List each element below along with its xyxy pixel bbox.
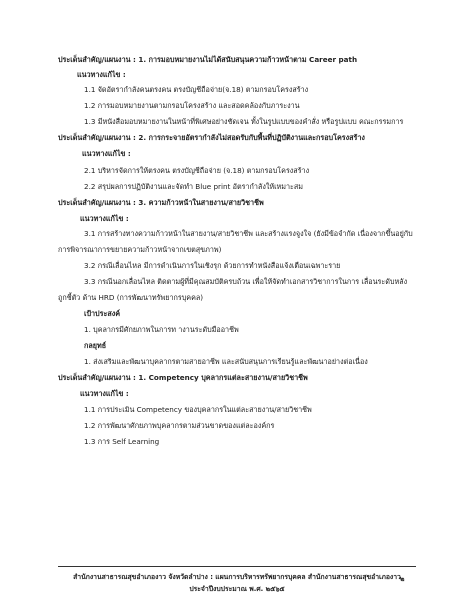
list-item: 3.2 กรณีเลื่อนไหล มีการดำเนินการในเชิงรุก ด้วยการทำหนังสือแจ้งเตือนเฉพาะราย (84, 261, 341, 270)
footer-divider (58, 566, 416, 567)
list-item: 1.1 จัดอัตรากำลังคนตรงคน ตรงบัญชีถือจ่าย(จ.18) ตามกรอบโครงสร้าง (84, 85, 309, 94)
solution-heading: แนวทางแก้ไข : (82, 149, 131, 158)
footer-organization: สำนักงานสาธารณสุขอำเภองาว จังหวัดลำปาง : แผนการบริหารทรัพยากรบุคคล สำนักงานสาธารณสุขอำเภองาว (73, 573, 401, 581)
list-item: 1.3 มีหนังสือมอบหมายงานในหน้าที่พิเศษอย่างชัดเจน ทั้งในรูปแบบของคำสั่ง หรือรูปแบบ คณะกรรมการ (84, 117, 404, 126)
list-item: 1.1 การประเมิน Competency ของบุคลากรในแต่ละสายงาน/สายวิชาชีพ (84, 405, 312, 414)
section-heading-2: ประเด็นสำคัญ/แผนงาน : 2. การกระจายอัตรากำลังไม่สอดรับกับพื้นที่ปฏิบัติงานและกรอบโครงสร้าง (58, 133, 365, 142)
list-item: 1. ส่งเสริมและพัฒนาบุคลากรตามสายอาชีพ และสนับสนุนการเรียนรู้และพัฒนาอย่างต่อเนื่อง (84, 357, 368, 366)
list-item: 3.1 การสร้างทางความก้าวหน้าในสายงาน/สายวิชาชีพ และสร้างแรงจูงใจ (ยังมีข้อจำกัด เนื่องจากขึ้นอยู่กับ (84, 229, 413, 238)
solution-heading: แนวทางแก้ไข : (80, 214, 129, 223)
paragraph-continuation: ถูกชี้ตัว ด้าน HRD (การพัฒนาทรัพยากรบุคคล) (58, 293, 204, 302)
list-item: 1.2 การมอบหมายงานตามกรอบโครงสร้าง และสอดคล้องกับภาระงาน (84, 101, 300, 110)
list-item: 1.3 การ Self Learning (84, 437, 160, 446)
section-heading-4: ประเด็นสำคัญ/แผนงาน : 1. Competency บุคลากรแต่ละสายงาน/สายวิชาชีพ (58, 373, 308, 382)
section-heading-3: ประเด็นสำคัญ/แผนงาน : 3. ความก้าวหน้าในสายงาน/สายวิชาชีพ (58, 198, 264, 207)
section-heading-1: ประเด็นสำคัญ/แผนงาน : 1. การมอบหมายงานไม่ได้สนับสนุนความก้าวหน้าตาม Career path (58, 55, 358, 64)
page-number: ๒ (400, 575, 405, 583)
list-item: 2.1 บริหารจัดการให้ตรงคน ตรงบัญชีถือจ่าย (จ.18) ตามกรอบโครงสร้าง (84, 166, 310, 175)
list-item: 2.2 สรุปผลการปฏิบัติงานและจัดทำ Blue print อัตรากำลังให้เหมาะสม (84, 182, 304, 191)
list-item: 3.3 กรณีนอกเลื่อนไหล ติดตามผู้ที่มีคุณสมบัติครบถ้วน เพื่อให้จัดทำเอกสารวิชาการในการ เลื่อนระดับหลัง (84, 277, 408, 286)
footer-fiscal-year: ประจำปีงบประมาณ พ.ศ. ๒๕๖๕ (189, 585, 285, 593)
paragraph-continuation: การพิจารณาการขยายความก้าวหน้าจากเขตสุขภาพ) (58, 245, 222, 254)
solution-heading: แนวทางแก้ไข : (80, 389, 129, 398)
strategy-heading: กลยุทธ์ (84, 341, 107, 350)
list-item: 1.2 การพัฒนาศักยภาพบุคลากรตามส่วนขาดของแต่ละองค์กร (84, 421, 275, 430)
solution-heading: แนวทางแก้ไข : (77, 70, 126, 79)
goal-heading: เป้าประสงค์ (84, 309, 121, 318)
list-item: 1. บุคลากรมีศักยภาพในการท างานระดับมืออาชีพ (84, 325, 239, 334)
